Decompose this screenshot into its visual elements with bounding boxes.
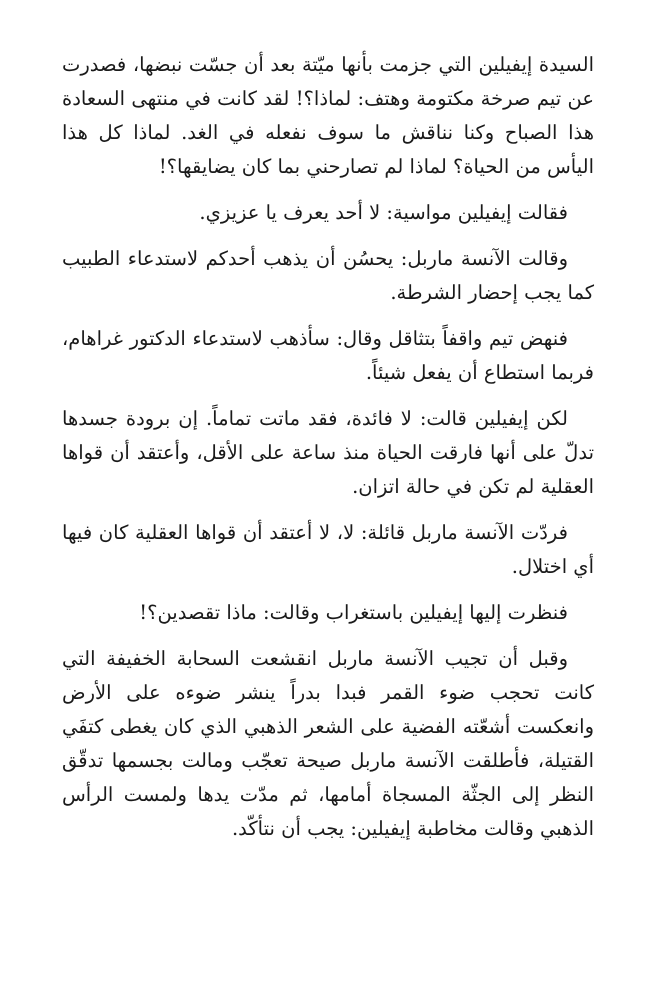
paragraph-2: فقالت إيفيلين مواسية: لا أحد يعرف يا عزيزي. xyxy=(199,201,568,224)
paragraph-8: وقبل أن تجيب الآنسة ماربل انقشعت السحابة الخفيفة التي كانت تحجب ضوء القمر فبدا بدراً ينشر ضوءه على الأرض وانعكست أشعّته الفضية على الشعر الذهبي الذي كان يغطى كتفَي القتيلة، فأطلقت الآنسة ماربل صيحة تعجّب ومالت بجسمها تدقّق النظر إلى الجثّة المسجاة أمامها، ثم مدّت يدها ولمست الرأس الذهبي وقالت مخاطبة إيفيلين: يجب أن نتأكّد. xyxy=(62,647,594,840)
book-page xyxy=(62,48,594,858)
paragraph-1: السيدة إيفيلين التي جزمت بأنها ميّتة بعد أن جسّت نبضها، فصدرت عن تيم صرخة مكتومة وهتف: لماذا؟! لقد كانت في منتهى السعادة هذا الصباح وكنا نناقش ما سوف نفعله في الغد. لماذا كل هذا اليأس من الحياة؟ لماذا لم تصارحني بما كان يضايقها؟! xyxy=(62,53,594,178)
paragraph-5: لكن إيفيلين قالت: لا فائدة، فقد ماتت تماماً. إن برودة جسدها تدلّ على أنها فارقت الحياة منذ ساعة على الأقل، وأعتقد أن قواها العقلية لم تكن في حالة اتزان. xyxy=(62,407,594,498)
paragraph-4: فنهض تيم واقفاً بتثاقل وقال: سأذهب لاستدعاء الدكتور غراهام، فربما استطاع أن يفعل شيئاً. xyxy=(62,327,594,384)
paragraph-6: فردّت الآنسة ماربل قائلة: لا، لا أعتقد أن قواها العقلية كان فيها أي اختلال. xyxy=(62,521,594,578)
paragraph-3: وقالت الآنسة ماربل: يحسُن أن يذهب أحدكم لاستدعاء الطبيب كما يجب إحضار الشرطة. xyxy=(62,247,594,304)
paragraph-7: فنظرت إليها إيفيلين باستغراب وقالت: ماذا تقصدين؟! xyxy=(139,601,568,624)
